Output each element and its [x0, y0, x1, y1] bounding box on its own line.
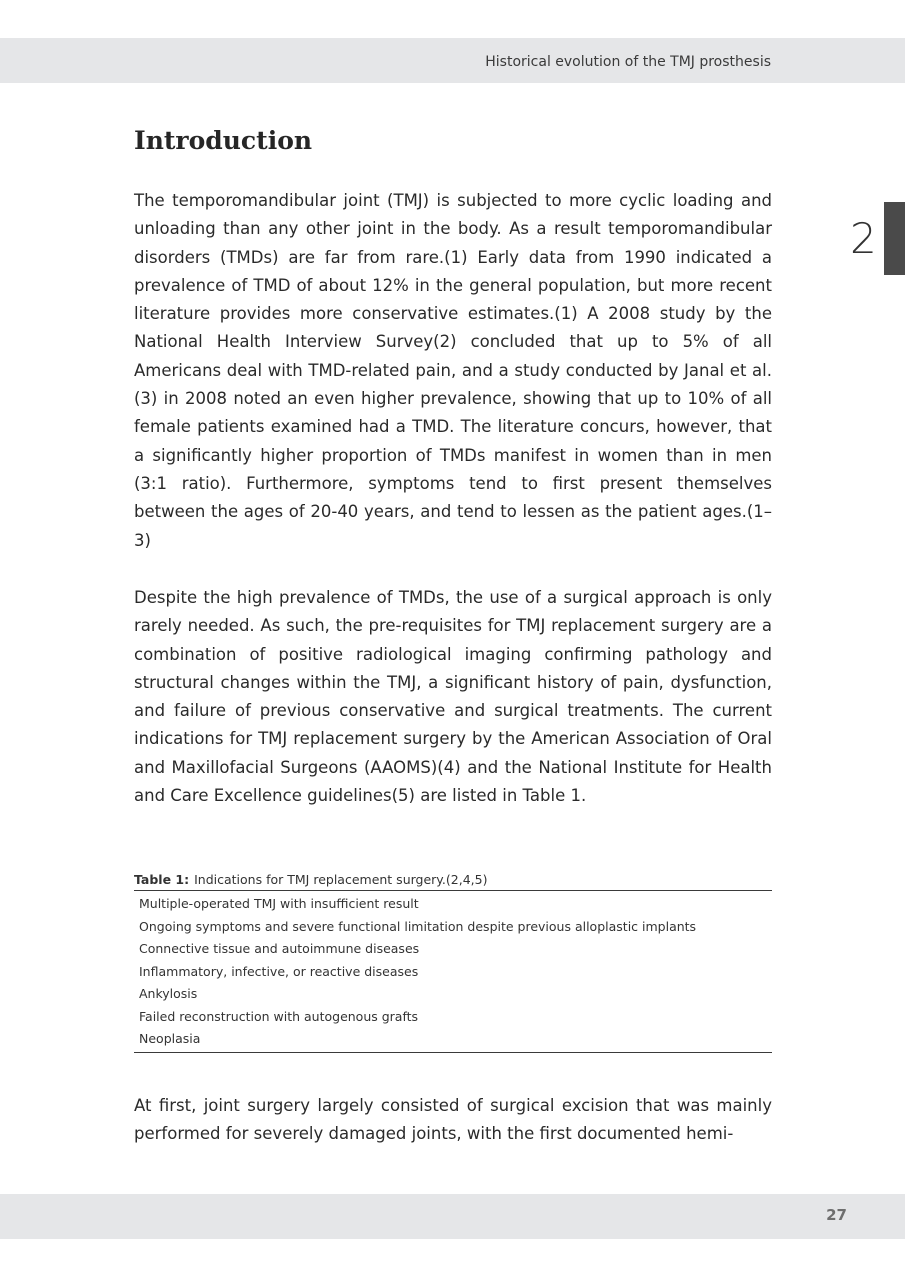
section-title: Introduction: [134, 126, 313, 155]
table-label: Table 1:: [134, 872, 190, 887]
table-1: [134, 871, 772, 1053]
table-row: Neoplasia: [139, 1031, 201, 1046]
chapter-tab-marker: [884, 202, 905, 275]
table-row: Multiple-operated TMJ with insufficient result: [139, 896, 419, 911]
table-caption-text: Indications for TMJ replacement surgery.(2,4,5): [194, 872, 488, 887]
running-head: Historical evolution of the TMJ prosthesis: [485, 54, 771, 70]
page-number: 27: [826, 1206, 847, 1224]
table-caption: [134, 871, 772, 891]
paragraph-prevalence: The temporomandibular joint (TMJ) is subjected to more cyclic loading and unloading than any other joint in the body. As a result temporomandibular disorders (TMDs) are far from rare.(1) Early data from 1990 indicated a prevalence of TMD of about 12% in the general population, but more recent literature provides more conservative estimates.(1) A 2008 study by the National Health Interview Survey(2) concluded that up to 5% of all Americans deal with TMD-related pain, and a study conducted by Janal et al.(3) in 2008 noted an even higher prevalence, showing that up to 10% of all female patients examined had a TMD. The literature concurs, however, that a significantly higher proportion of TMDs manifest in women than in men (3:1 ratio). Furthermore, symptoms tend to first present themselves between the ages of 20-40 years, and tend to lessen as the patient ages.(1–3): [134, 191, 772, 550]
table-row: Ankylosis: [139, 986, 198, 1001]
table-row: Inflammatory, infective, or reactive diseases: [139, 963, 419, 979]
chapter-number: 2: [850, 214, 877, 263]
paragraph-joint-surgery-history: At first, joint surgery largely consisted of surgical excision that was mainly performed for severely damaged joints, with the first documented hemi-: [134, 1096, 772, 1144]
table-row: Failed reconstruction with autogenous grafts: [139, 1008, 419, 1024]
footer-band: [0, 1194, 905, 1239]
table-row: Connective tissue and autoimmune diseases: [139, 941, 420, 956]
paragraph-surgical-indications: Despite the high prevalence of TMDs, the use of a surgical approach is only rarely needed. As such, the pre-requisites for TMJ replacement surgery are a combination of positive radiological imaging confirming pathology and structural changes within the TMJ, a significant history of pain, dysfunction, and failure of previous conservative and surgical treatments. The current indications for TMJ replacement surgery by the American Association of Oral and Maxillofacial Surgeons (AAOMS)(4) and the National Institute for Health and Care Excellence guidelines(5) are listed in Table 1.: [134, 588, 772, 806]
indications-list: [134, 891, 772, 1053]
table-row: Ongoing symptoms and severe functional limitation despite previous alloplastic implants: [139, 918, 697, 934]
